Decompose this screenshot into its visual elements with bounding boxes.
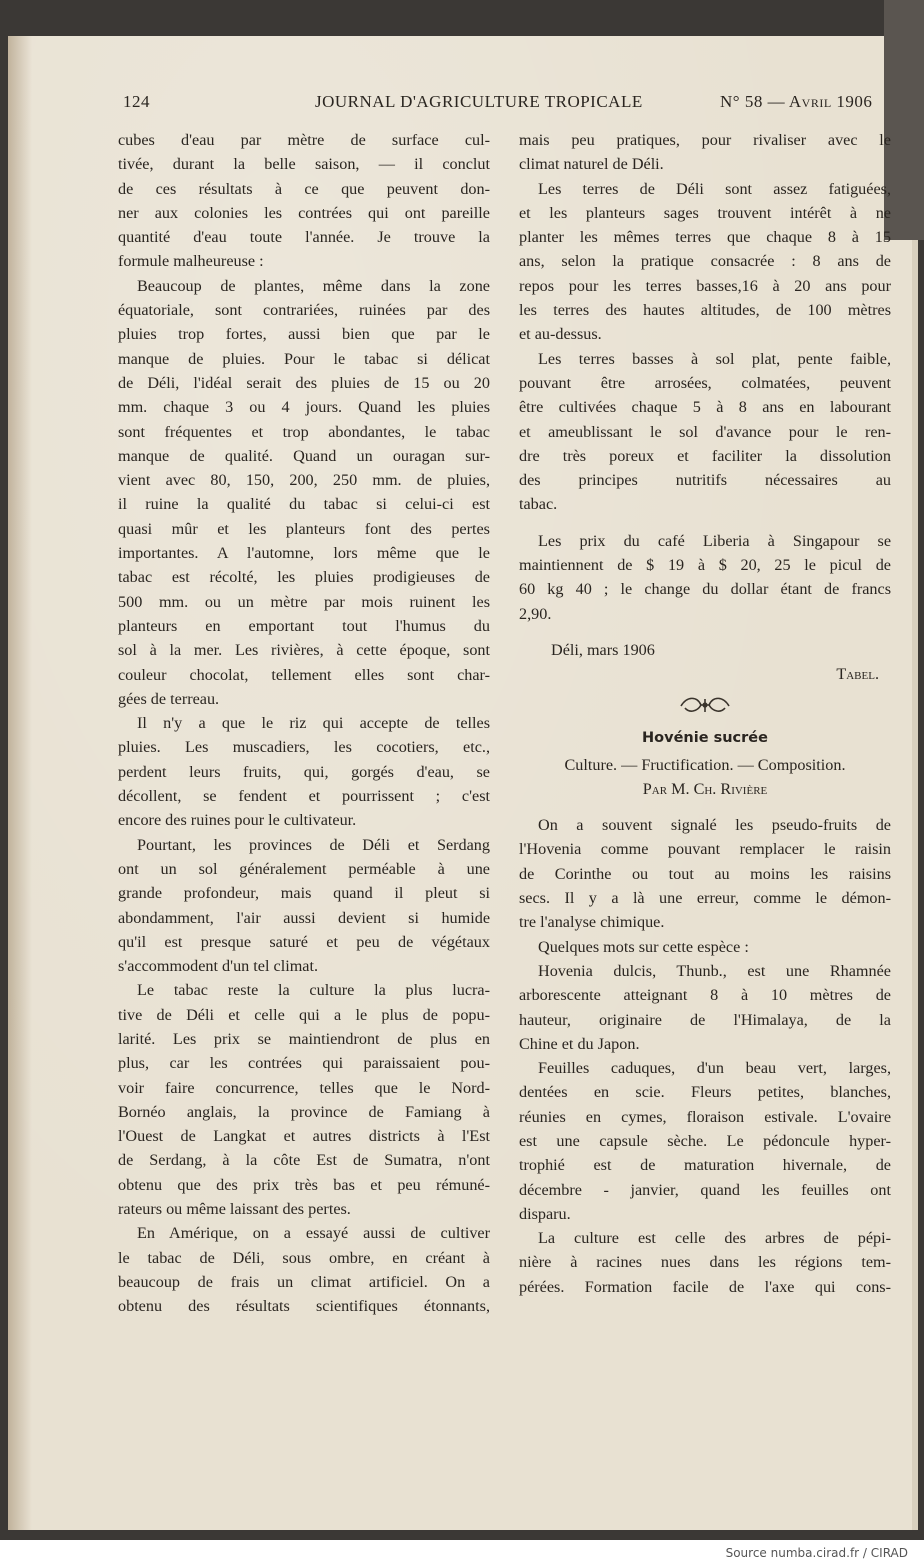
- text-line: et les planteurs sages trouvent intérêt à ne: [519, 203, 891, 222]
- binding-shadow: [8, 36, 32, 1530]
- text-line: Il n'y a que le riz qui accepte de telles: [137, 714, 490, 733]
- source-footer: [0, 1540, 924, 1566]
- signature: Tabel.: [836, 665, 879, 684]
- text-line: vient avec 80, 150, 200, 250 mm. de pluies,: [118, 471, 490, 490]
- text-line: tivée, durant la belle saison, — il conclut: [118, 155, 490, 174]
- text-line: pérées. Formation facile de l'axe qui cons-: [519, 1277, 891, 1296]
- text-line: Chine et du Japon.: [519, 1034, 640, 1053]
- text-line: Les terres de Déli sont assez fatiguées,: [538, 179, 891, 198]
- text-line: 2,90.: [519, 604, 552, 623]
- dateline: Déli, mars 1906: [551, 640, 655, 659]
- text-line: abondamment, l'air aussi devient si humide: [118, 908, 490, 927]
- text-line: 500 mm. ou un mètre par mois ruinent les: [118, 592, 490, 611]
- text-line: tabac est récolté, les pluies prodigieuses de: [118, 568, 490, 587]
- text-line: manque de qualité. Quand un ouragan sur-: [118, 446, 490, 465]
- text-line: Quelques mots sur cette espèce :: [538, 937, 749, 956]
- text-line: Les prix du café Liberia à Singapour se: [538, 531, 891, 550]
- text-line: hauteur, originaire de l'Himalaya, de la: [519, 1010, 891, 1029]
- spacer: [519, 517, 891, 529]
- text-line: de Déli, l'idéal serait des pluies de 15 ou 20: [118, 373, 490, 392]
- issue-label: N° 58 — Avril 1906: [720, 92, 873, 111]
- text-line: dentées en scie. Fleurs petites, blanches,: [519, 1083, 891, 1102]
- text-line: équatoriale, sont contrariées, ruinées par des: [118, 301, 490, 320]
- article-title: Hovénie sucrée: [642, 729, 768, 746]
- text-line: secs. Il y a là une erreur, comme le démon-: [519, 889, 891, 908]
- text-line: On a souvent signalé les pseudo-fruits de: [538, 816, 891, 835]
- text-line: maintiennent de $ 19 à $ 20, 25 le picul de: [519, 556, 891, 575]
- text-line: nière à racines nues dans les régions tem-: [519, 1253, 891, 1272]
- text-line: voir faire concurrence, telles que le Nord-: [118, 1078, 490, 1097]
- text-line: mais peu pratiques, pour rivaliser avec le: [519, 131, 891, 149]
- text-line: tabac.: [519, 495, 558, 514]
- text-line: il ruine la qualité du tabac si celui-ci est: [118, 495, 490, 514]
- text-line: disparu.: [519, 1204, 571, 1223]
- text-line: grande profondeur, mais quand il pleut si: [118, 884, 490, 903]
- text-line: perdent leurs fruits, qui, gorgés d'eau, se: [118, 762, 490, 781]
- text-line: 60 kg 40 ; le change du dollar étant de francs: [519, 580, 891, 599]
- text-line: Hovenia dulcis, Thunb., est une Rhamnée: [538, 961, 891, 980]
- text-line: Le tabac reste la culture la plus lucra-: [137, 981, 490, 1000]
- fleuron-icon: [675, 692, 735, 718]
- text-line: Beaucoup de plantes, même dans la zone: [137, 276, 490, 295]
- text-line: sol à la mer. Les rivières, à cette époque, sont: [118, 641, 490, 660]
- source-credit: Source numba.cirad.fr / CIRAD: [725, 1546, 908, 1560]
- ornament: [519, 687, 891, 723]
- text-line: pluies. Les muscadiers, les cocotiers, etc.,: [118, 738, 490, 757]
- text-line: mm. chaque 3 ou 4 jours. Quand les pluies: [118, 398, 490, 417]
- text-line: décembre - janvier, quand les feuilles ont: [519, 1180, 891, 1199]
- text-line: dre très poreux et faciliter la dissolution: [519, 446, 891, 465]
- text-line: les terres des hautes altitudes, de 100 mètres: [519, 301, 891, 320]
- text-line: ont un sol généralement perméable à une: [118, 859, 490, 878]
- text-line: pouvant être arrosées, colmatées, peuvent: [519, 373, 891, 392]
- text-line: et ameublissant le sol d'avance pour le ren-: [519, 422, 891, 441]
- text-line: réunies en cymes, floraison estivale. L'ovaire: [519, 1107, 891, 1126]
- text-line: gées de terreau.: [118, 689, 220, 708]
- text-line: rateurs ou même laissant des pertes.: [118, 1200, 351, 1219]
- text-line: arborescente atteignant 8 à 10 mètres de: [519, 986, 891, 1005]
- text-line: s'accommodent d'un tel climat.: [118, 957, 319, 976]
- text-line: l'Ouest de Langkat et autres districts à l'Est: [118, 1127, 490, 1146]
- running-header: [115, 92, 895, 116]
- article-byline: Par M. Ch. Rivière: [642, 779, 768, 798]
- article-subtitle: Culture. — Fructification. — Composition.: [564, 755, 846, 774]
- text-line: encore des ruines pour le cultivateur.: [118, 811, 357, 830]
- text-line: Bornéo anglais, la province de Famiang à: [118, 1102, 490, 1121]
- text-line: plus, car les contrées qui paraissaient pou-: [118, 1054, 490, 1073]
- text-line: quantité d'eau toute l'année. Je trouve la: [118, 228, 490, 247]
- text-line: manque de pluies. Pour le tabac si délicat: [118, 349, 490, 368]
- text-line: Feuilles caduques, d'un beau vert, larges,: [538, 1059, 891, 1078]
- text-line: formule malheureuse :: [118, 252, 264, 271]
- text-line: des principes nutritifs nécessaires au: [519, 471, 891, 490]
- text-line: de ces résultats à ce que peuvent don-: [118, 179, 490, 198]
- text-line: de Corinthe ou tout au moins les raisins: [519, 864, 891, 883]
- text-line: ans, selon la pratique consacrée : 8 ans de: [519, 252, 891, 271]
- text-line: de Serdang, à la côte Est de Sumatra, n'ont: [118, 1151, 490, 1170]
- text-line: ner aux colonies les contrées qui ont pareille: [118, 203, 490, 222]
- text-line: trophié est de maturation hivernale, de: [519, 1156, 891, 1175]
- text-line: Pourtant, les provinces de Déli et Serdang: [137, 835, 490, 854]
- text-line: climat naturel de Déli.: [519, 155, 664, 174]
- left-column: [118, 128, 490, 1319]
- text-line: être cultivées chaque 5 à 8 ans en labourant: [519, 398, 891, 417]
- text-line: décollent, se fendent et pourrissent ; c'est: [118, 787, 490, 806]
- journal-title: JOURNAL D'AGRICULTURE TROPICALE: [315, 92, 643, 111]
- right-column: [519, 128, 891, 1299]
- page-number: 124: [123, 92, 150, 111]
- text-line: pluies trop fortes, aussi bien que par le: [118, 325, 490, 344]
- text-line: cubes d'eau par mètre de surface cul-: [118, 131, 490, 149]
- text-line: qu'il est presque saturé et peu de végétaux: [118, 932, 490, 951]
- text-line: planteurs en emportant tout l'humus du: [118, 616, 490, 635]
- text-line: Les terres basses à sol plat, pente faible,: [538, 349, 891, 368]
- text-line: obtenu des résultats scientifiques étonnants,: [118, 1297, 490, 1316]
- text-line: sont fréquentes et trop abondantes, le tabac: [118, 422, 490, 441]
- text-line: repos pour les terres basses,16 à 20 ans pour: [519, 276, 891, 295]
- spacer: [519, 626, 891, 638]
- text-line: En Amérique, on a essayé aussi de cultiver: [137, 1224, 490, 1243]
- page-edge: [912, 36, 918, 1530]
- text-line: quasi mûr et les planteurs font des pertes: [118, 519, 490, 538]
- text-line: couleur chocolat, tellement elles sont char-: [118, 665, 490, 684]
- text-line: et au-dessus.: [519, 325, 602, 344]
- spacer: [519, 801, 891, 813]
- text-line: tive de Déli et celle qui a le plus de popu-: [118, 1005, 490, 1024]
- text-line: tre l'analyse chimique.: [519, 913, 665, 932]
- text-line: est une capsule sèche. Le pédoncule hyper-: [519, 1131, 891, 1150]
- text-line: larité. Les prix se maintiendront de plus en: [118, 1029, 490, 1048]
- text-line: planter les mêmes terres que chaque 8 à 15: [519, 228, 891, 247]
- text-line: La culture est celle des arbres de pépi-: [538, 1229, 891, 1248]
- text-line: le tabac de Déli, sous ombre, en créant à: [118, 1248, 490, 1267]
- text-line: importantes. A l'automne, lors même que le: [118, 544, 490, 563]
- text-line: l'Hovenia comme pouvant remplacer le raisin: [519, 840, 891, 859]
- text-line: obtenu que des prix très bas et peu rémuné-: [118, 1175, 490, 1194]
- text-line: beaucoup de frais un climat artificiel. On a: [118, 1272, 490, 1291]
